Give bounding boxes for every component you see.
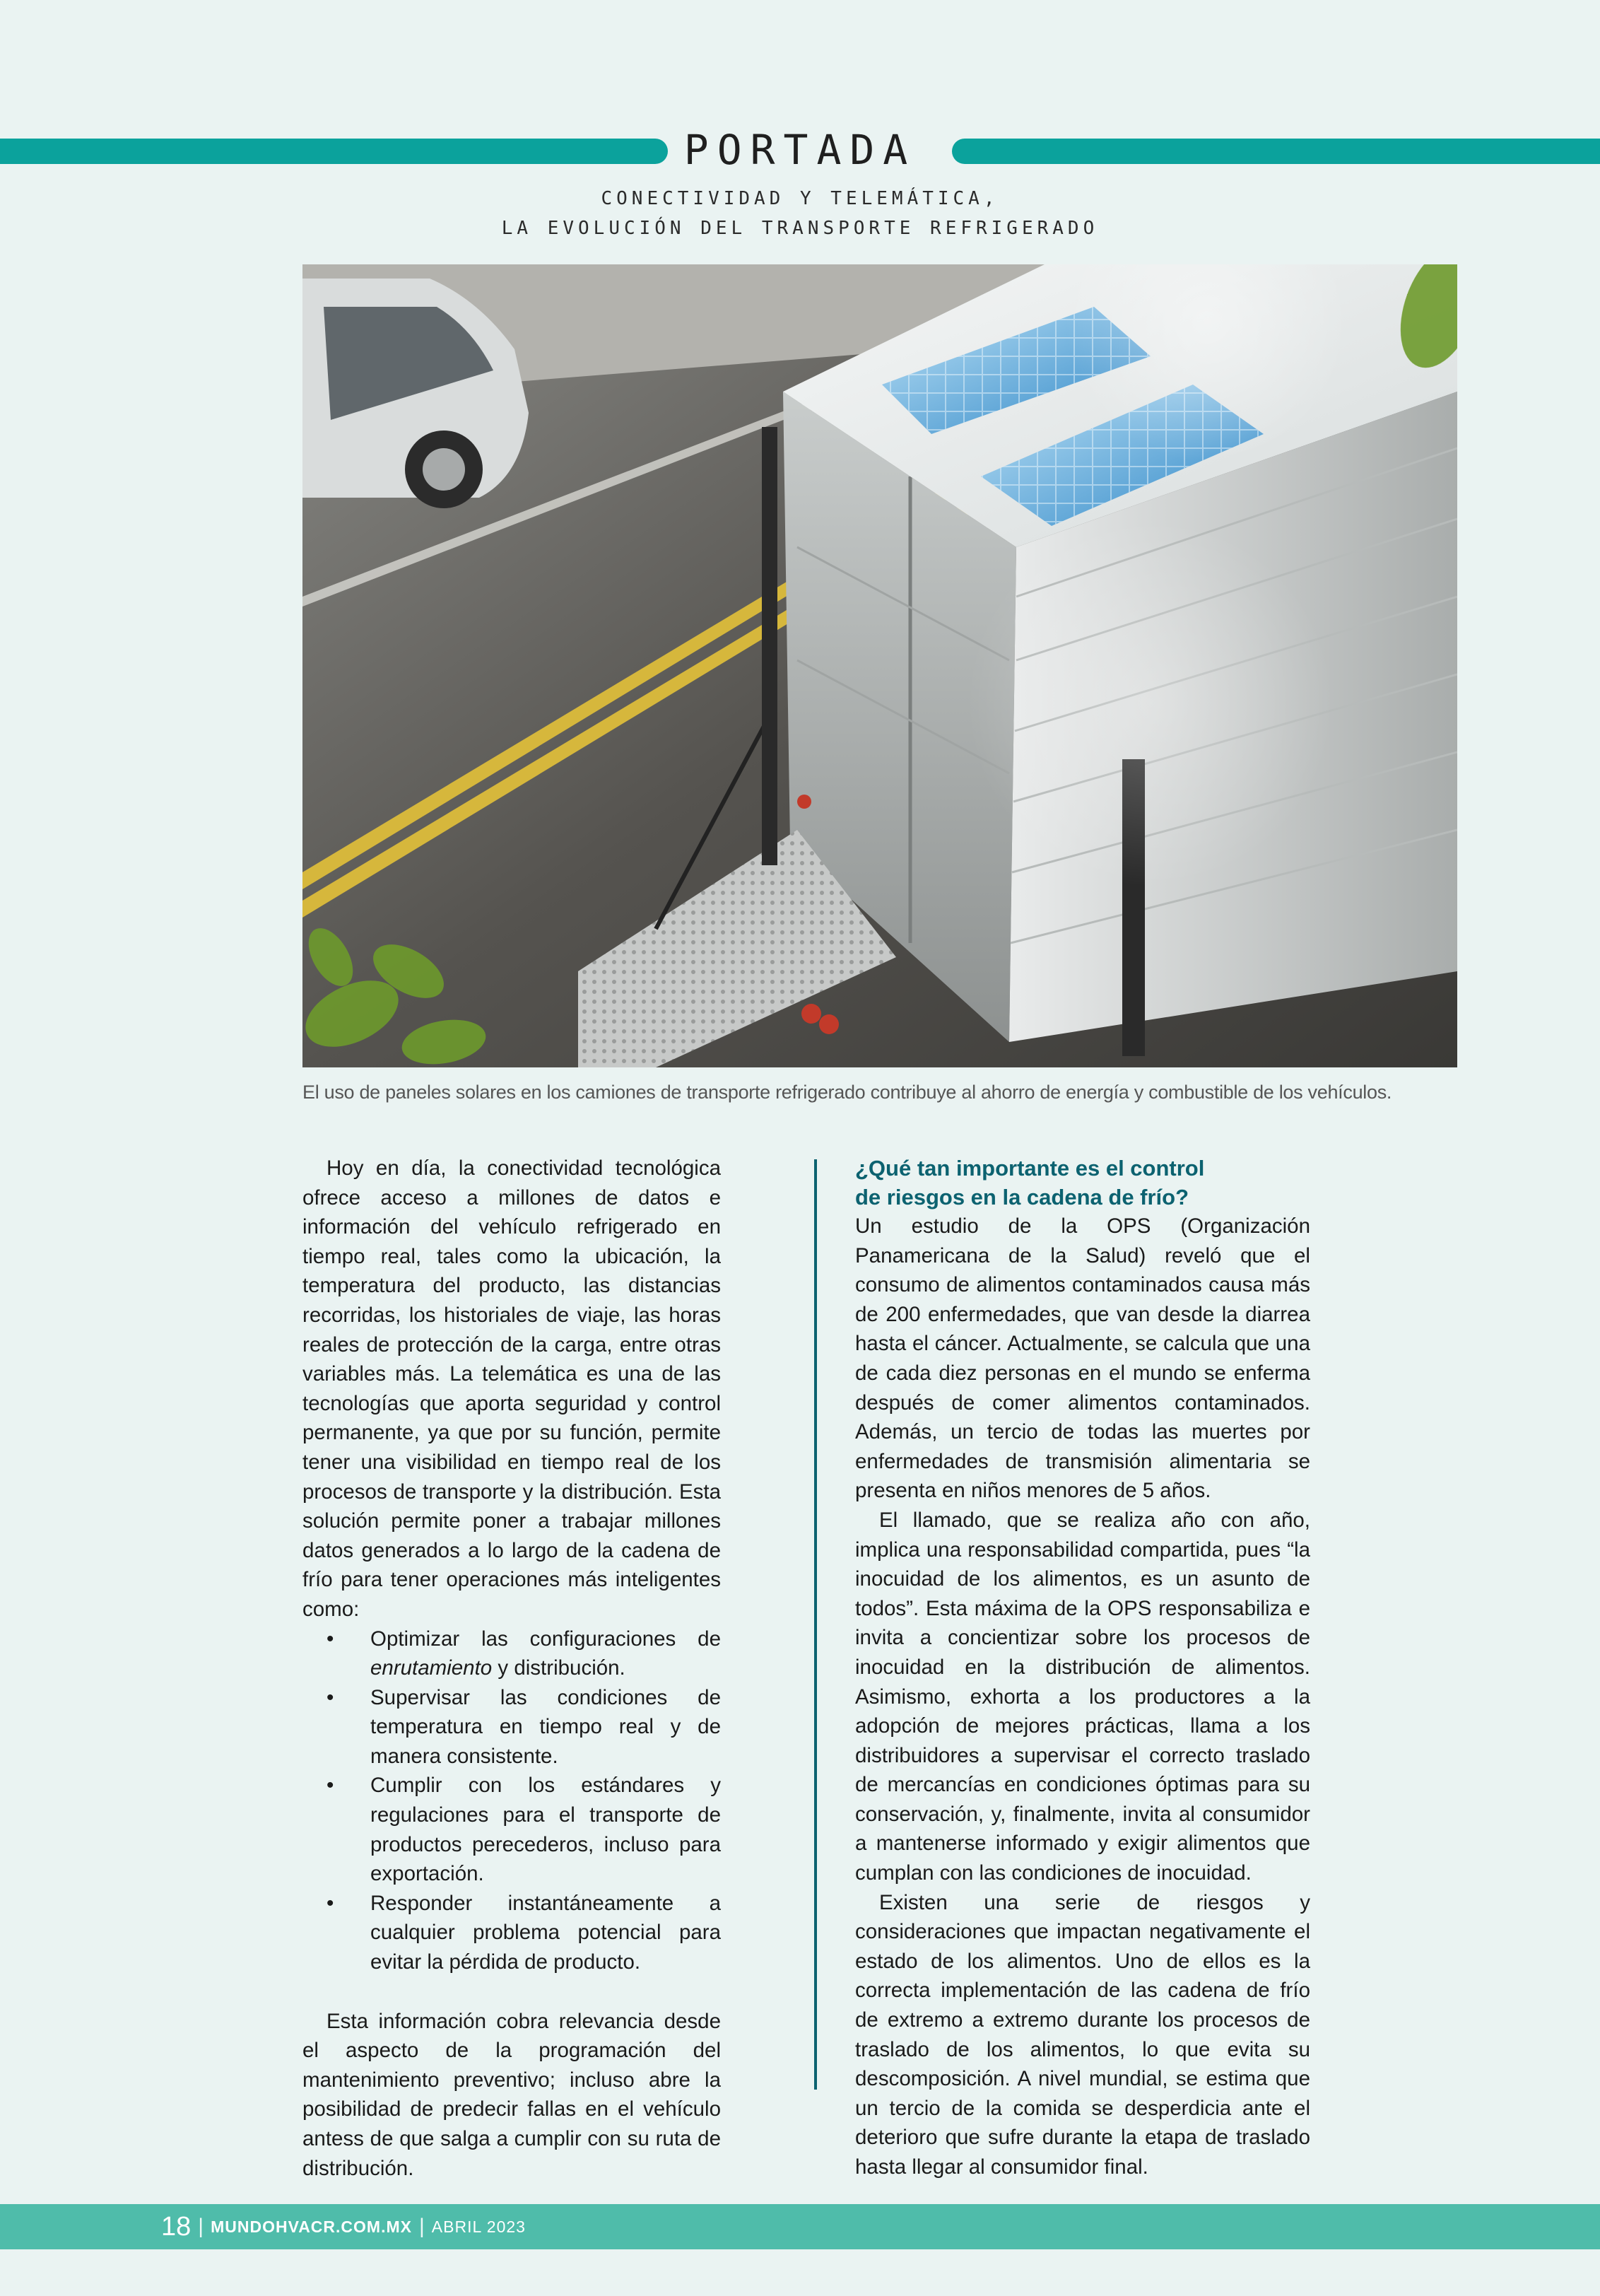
section-subheading: ¿Qué tan importante es el control de riesgos en la cadena de frío?	[855, 1156, 1205, 1210]
intro-paragraph: Hoy en día, la conectividad tecnológica ofrece acceso a millones de datos e información del vehículo refrigerado en tiempo real, tales como la ubicación, la temperatura del producto, las distancias recorridas, los historiales de viaje, las horas reales de protección de la carga, entre otras variables más. La telemática es una de las tecnologías que aporta seguridad y control permanente, ya que por su función, permite tener una visibilidad en tiempo real de los procesos de transporte y la distribución. Esta solución permite poner a trabajar millones datos generados a lo largo de la cadena de frío para tener operaciones más inteligentes como:	[302, 1156, 721, 1621]
truck-photo	[302, 264, 1457, 1067]
list-item: • Cumplir con los estándares y regulaciones para el transporte de productos perecederos, incluso para exportación.	[302, 1771, 721, 1888]
issue-date: ABRIL 2023	[431, 2217, 526, 2236]
subtitle-line-2: LA EVOLUCIÓN DEL TRANSPORTE REFRIGERADO	[501, 218, 1099, 239]
column-divider	[814, 1159, 817, 2090]
website-link[interactable]: MUNDOHVACR.COM.MX	[211, 2217, 412, 2236]
list-item: • Supervisar las condiciones de temperatura en tiempo real y de manera consistente.	[302, 1683, 721, 1771]
benefits-list	[302, 1624, 721, 1977]
list-item: • Optimizar las configuraciones de enrutamiento y distribución.	[302, 1624, 721, 1683]
photo-caption: El uso de paneles solares en los camiones de transporte refrigerado contribuye al ahorro de energía y combustible de los vehículos.	[302, 1082, 1392, 1103]
left-column	[302, 1154, 721, 2183]
right-column	[855, 1154, 1310, 2182]
closing-paragraph: Esta información cobra relevancia desde el aspecto de la programación del mantenimiento preventivo; incluso abre la posibilidad de predecir fallas en el vehículo antess de que salga a cumplir con su ruta de distribución.	[302, 2009, 721, 2180]
emphasis-term: enrutamiento	[370, 1656, 493, 1680]
body-paragraph: Un estudio de la OPS (Organización Panamericana de la Salud) reveló que el consumo de alimentos contaminados causa más de 200 enfermedades, que van desde la diarrea hasta el cáncer. Actualmente, se calcula que una de cada diez personas en el mundo se enferma después de comer alimentos contaminados. Además, un tercio de todas las muertes por enfermedades de transmisión alimentaria se presenta en niños menores de 5 años.	[855, 1214, 1310, 1503]
page-number: 18	[161, 2211, 192, 2242]
article-subtitle	[0, 184, 1600, 243]
section-title: PORTADA	[683, 126, 917, 174]
list-item: • Responder instantáneamente a cualquier problema potencial para evitar la pérdida de producto.	[302, 1889, 721, 1977]
subtitle-line-1: CONECTIVIDAD Y TELEMÁTICA,	[601, 188, 999, 209]
footer: 18 | MUNDOHVACR.COM.MX | ABRIL 2023	[161, 2211, 526, 2242]
body-paragraph: Existen una serie de riesgos y consideraciones que impactan negativamente el estado de los alimentos. Uno de ellos es la correcta implementación de las cadena de frío de extremo a extremo durante los procesos de traslado de los alimentos, lo que evita su descomposición. A nivel mundial, se estima que un tercio de la comida se desperdicia ante el deterioro que sufre durante la etapa de traslado hasta llegar al consumidor final.	[855, 1890, 1310, 2179]
body-paragraph: El llamado, que se realiza año con año, implica una responsabilidad compartida, pues “la inocuidad de los alimentos, es un asunto de todos”. Esta máxima de la OPS responsabiliza e invita a concientizar sobre los procesos de inocuidad en la distribución de alimentos. Asimismo, exhorta a los productores a la adopción de mejores prácticas, llama a los distribuidores a supervisar el correcto traslado de mercancías en condiciones óptimas para su conservación, y, finalmente, invita al consumidor a mantenerse informado y exigir alimentos que cumplan con las condiciones de inocuidad.	[855, 1508, 1310, 1885]
